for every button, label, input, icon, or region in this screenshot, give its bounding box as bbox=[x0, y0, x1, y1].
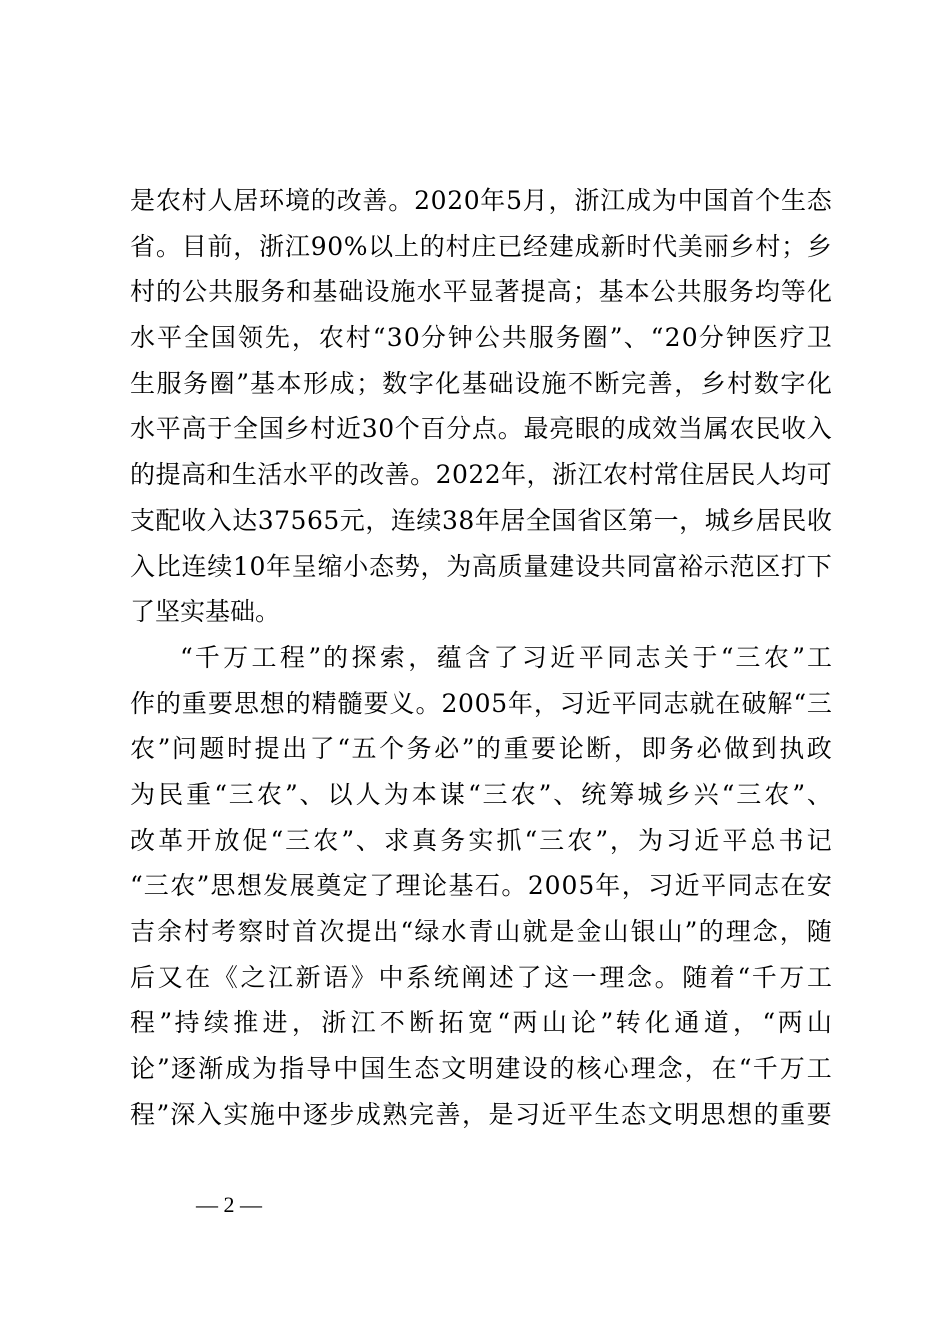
text-line: 后 又 在 《 之 江 新 语 》 中 系 统 阐 述 了 这 一 理 念 。 随 着 “ 千 万 工 bbox=[130, 962, 832, 992]
text-line: 水 平 全 国 领 先 ， 农 村 “ 3 0 分 钟 公 共 服 务 圈 ” 、 “ 2 0 分 钟 医 疗 卫 bbox=[130, 323, 832, 353]
page-number: — 2 — bbox=[196, 1192, 262, 1217]
text-line: 水 平 高 于 全 国 乡 村 近 3 0 个 百 分 点 。 最 亮 眼 的 成 效 当 属 农 民 收 入 bbox=[130, 414, 832, 444]
text-line: 的 提 高 和 生 活 水 平 的 改 善 。 2 0 2 2 年 ， 浙 江 农 村 常 住 居 民 人 均 可 bbox=[130, 460, 832, 490]
text-line: 程 ” 深 入 实 施 中 逐 步 成 熟 完 善 ， 是 习 近 平 生 态 文 明 思 想 的 重 要 bbox=[130, 1099, 832, 1129]
text-line: 吉 余 村 考 察 时 首 次 提 出 “ 绿 水 青 山 就 是 金 山 银 山 ” 的 理 念 ， 随 bbox=[130, 917, 832, 946]
text-line: 为 民 重 “ 三 农 ” 、 以 人 为 本 谋 “ 三 农 ” 、 统 筹 城 乡 兴 “ 三 农 ” 、 bbox=[130, 779, 832, 809]
paragraph-1 bbox=[130, 178, 832, 635]
text-line: 生 服 务 圈 ” 基 本 形 成 ； 数 字 化 基 础 设 施 不 断 完 善 ， 乡 村 数 字 化 bbox=[130, 368, 832, 398]
body-text bbox=[130, 178, 832, 1137]
text-line: 是 农 村 人 居 环 境 的 改 善 。 2 0 2 0 年 5 月 ， 浙 江 成 为 中 国 首 个 生 态 bbox=[130, 186, 832, 215]
text-line: 改 革 开 放 促 “ 三 农 ” 、 求 真 务 实 抓 “ 三 农 ” ， 为 习 近 平 总 书 记 bbox=[130, 825, 832, 855]
text-line: 论 ” 逐 渐 成 为 指 导 中 国 生 态 文 明 建 设 的 核 心 理 念 ， 在 “ 千 万 工 bbox=[130, 1054, 832, 1084]
text-line: 省 。 目 前 ， 浙 江 9 0 % 以 上 的 村 庄 已 经 建 成 新 时 代 美 丽 乡 村 ； 乡 bbox=[130, 231, 832, 261]
paragraph-2 bbox=[130, 635, 832, 1138]
text-line: “ 千 万 工 程 ” 的 探 索 ， 蕴 含 了 习 近 平 同 志 关 于 “ 三 农 ” 工 bbox=[180, 642, 832, 672]
text-line: 了坚实基础。 bbox=[130, 597, 281, 627]
text-line: 村 的 公 共 服 务 和 基 础 设 施 水 平 显 著 提 高 ； 基 本 公 共 服 务 均 等 化 bbox=[130, 277, 832, 307]
text-line: 支 配 收 入 达 3 7 5 6 5 元 ， 连 续 3 8 年 居 全 国 省 区 第 一 ， 城 乡 居 民 收 bbox=[130, 505, 832, 535]
text-line: “ 三 农 ” 思 想 发 展 奠 定 了 理 论 基 石 。 2 0 0 5 年 ， 习 近 平 同 志 在 安 bbox=[130, 871, 832, 901]
text-line: 作 的 重 要 思 想 的 精 髓 要 义 。 2 0 0 5 年 ， 习 近 平 同 志 就 在 破 解 “ 三 bbox=[130, 688, 832, 718]
text-line: 入 比 连 续 1 0 年 呈 缩 小 态 势 ， 为 高 质 量 建 设 共 同 富 裕 示 范 区 打 下 bbox=[130, 551, 832, 581]
text-line: 程 ” 持 续 推 进 ， 浙 江 不 断 拓 宽 “ 两 山 论 ” 转 化 通 道 ， “ 两 山 bbox=[130, 1008, 832, 1038]
text-line: 农 ” 问 题 时 提 出 了 “ 五 个 务 必 ” 的 重 要 论 断 ， 即 务 必 做 到 执 政 bbox=[130, 734, 832, 764]
